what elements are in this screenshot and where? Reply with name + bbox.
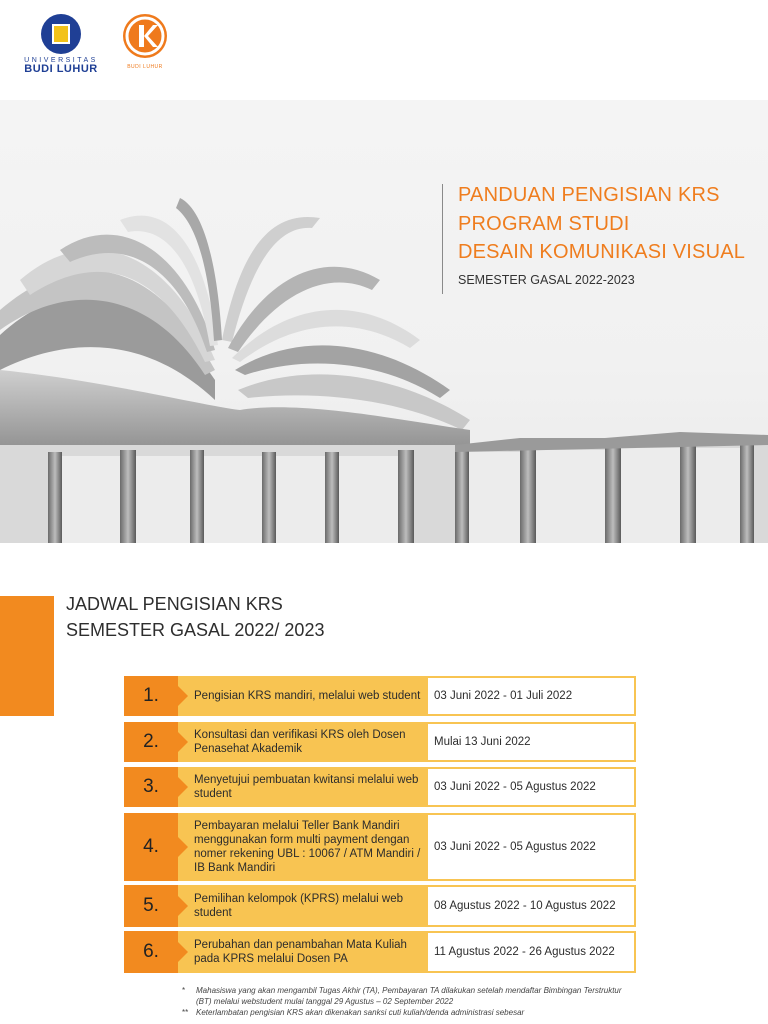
budi-luhur-k-logo: [118, 14, 172, 74]
arrow-icon: [178, 896, 188, 916]
schedule-row: [124, 767, 636, 807]
document-title-line-3: DESAIN KOMUNIKASI VISUAL: [458, 241, 746, 263]
schedule-title-line-1: JADWAL PENGISIAN KRS: [66, 594, 283, 614]
step-number: 3.: [124, 767, 178, 807]
schedule-title-line-2: SEMESTER GASAL 2022/ 2023: [66, 620, 325, 640]
schedule-row: [124, 676, 636, 716]
arrow-icon: [178, 777, 188, 797]
schedule-row: [124, 813, 636, 881]
arrow-icon: [178, 942, 188, 962]
step-description: Perubahan dan penambahan Mata Kuliah pada KPRS melalui Dosen PA: [178, 931, 426, 973]
step-description: Pengisian KRS mandiri, melalui web student: [178, 676, 426, 716]
books-illustration: [0, 100, 768, 543]
footnote-mark: **: [182, 1008, 189, 1017]
step-date: 11 Agustus 2022 - 26 Agustus 2022: [426, 931, 636, 973]
footnote-text: Mahasiswa yang akan mengambil Tugas Akhir (TA), Pembayaran TA dilakukan setelah mendaftar Bimbingan Terstruktur (BT) melalui webstudent mulai tanggal 29 Agustus – 02 September 2022: [196, 986, 622, 1006]
step-description: Pembayaran melalui Teller Bank Mandiri menggunakan form multi payment dengan nomer rekening UBL : 10067 / ATM Mandiri / IB Bank Mandiri: [178, 813, 426, 881]
title-divider: [442, 184, 443, 294]
schedule-row: [124, 722, 636, 762]
header-logos: [0, 0, 768, 100]
footnote: [182, 985, 622, 1007]
section-accent-bar: [0, 596, 54, 716]
step-date: 08 Agustus 2022 - 10 Agustus 2022: [426, 885, 636, 927]
step-number: 6.: [124, 931, 178, 973]
document-subtitle: SEMESTER GASAL 2022-2023: [458, 273, 635, 287]
step-date: 03 Juni 2022 - 05 Agustus 2022: [426, 813, 636, 881]
hero-banner: [0, 100, 768, 543]
arrow-icon: [178, 686, 188, 706]
arrow-icon: [178, 732, 188, 752]
step-date: Mulai 13 Juni 2022: [426, 722, 636, 762]
step-number: 4.: [124, 813, 178, 881]
document-title-block: [442, 184, 762, 294]
footnotes: [182, 985, 622, 1018]
k-emblem-icon: [123, 14, 167, 58]
step-number: 2.: [124, 722, 178, 762]
university-emblem-icon: [41, 14, 81, 54]
document-title-line-2: PROGRAM STUDI: [458, 213, 630, 235]
step-description: Pemilihan kelompok (KPRS) melalui web student: [178, 885, 426, 927]
schedule-row: [124, 885, 636, 927]
logo-university-name: BUDI LUHUR: [24, 63, 98, 75]
footnote-text: Keterlambatan pengisian KRS akan dikenakan sanksi cuti kuliah/denda administrasi sebesar: [196, 1008, 525, 1017]
step-description: Konsultasi dan verifikasi KRS oleh Dosen Penasehat Akademik: [178, 722, 426, 762]
step-date: 03 Juni 2022 - 01 Juli 2022: [426, 676, 636, 716]
document-title-line-1: PANDUAN PENGISIAN KRS: [458, 184, 720, 206]
logo-university-top-text: UNIVERSITAS: [24, 57, 98, 64]
footnote: [182, 1007, 622, 1018]
step-date: 03 Juni 2022 - 05 Agustus 2022: [426, 767, 636, 807]
step-description: Menyetujui pembuatan kwitansi melalui web student: [178, 767, 426, 807]
footnote-mark: *: [182, 986, 186, 995]
step-number: 1.: [124, 676, 178, 716]
schedule-row: [124, 931, 636, 973]
second-logo-label: BUDI LUHUR: [127, 64, 163, 70]
step-number: 5.: [124, 885, 178, 927]
universitas-budi-luhur-logo: [18, 14, 104, 74]
arrow-icon: [178, 837, 188, 857]
